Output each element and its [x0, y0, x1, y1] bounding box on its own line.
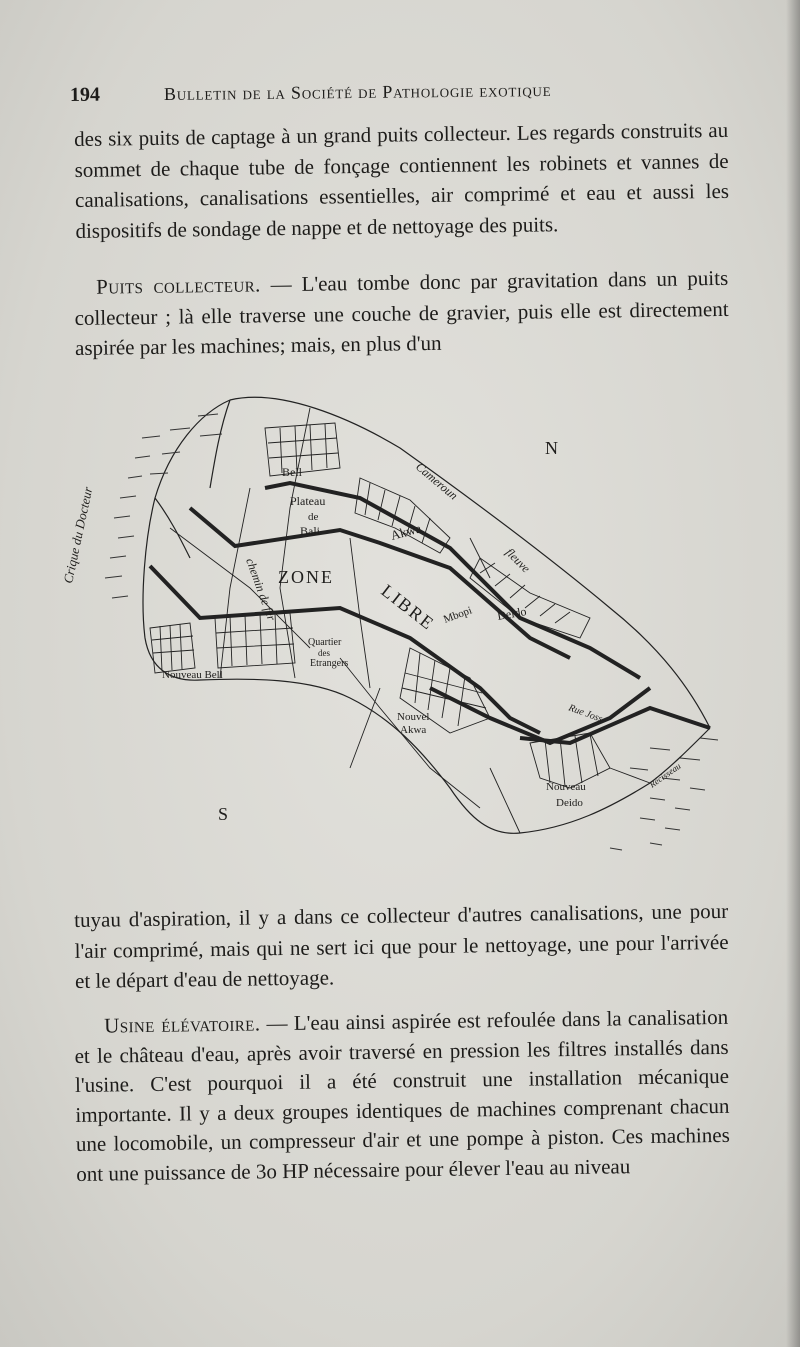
label-libre: LIBRE — [377, 580, 439, 635]
paragraph-tuyau: tuyau d'aspiration, il y a dans ce collecteur d'autres canalisations, une pour l'air comprimé, mais qui ne sert ici que pour le nettoyage, une pour l'arrivée et le départ d'eau de nettoyage. — [74, 898, 729, 993]
label-plateau: Plateau — [290, 494, 326, 508]
label-nouvel-akwa-2: Akwa — [400, 724, 427, 736]
paragraph-usine-elevatoire — [74, 1003, 730, 1189]
compass-north: N — [545, 438, 558, 458]
page-number: 194 — [69, 83, 101, 106]
label-bell: Bell — [282, 465, 302, 479]
label-nouveau-deido-2: Deido — [556, 797, 583, 809]
label-akwa: Akwa — [388, 520, 423, 543]
page-header — [70, 77, 730, 114]
water-hatching — [105, 414, 718, 850]
label-quartier: Quartier — [308, 637, 342, 648]
paragraph-puits-collecteur-body: — L'eau tombe donc par gravitation dans un puits collecteur ; là elle traverse une couche de gravier, puis elle est directement aspirée par les machines; mais, en plus d'un — [74, 265, 729, 360]
label-deido: Deido — [496, 604, 528, 623]
page-edge-shadow — [786, 0, 800, 1347]
label-nouvel-akwa: Nouvel — [397, 711, 430, 723]
label-rue: Rue Joss — [566, 702, 604, 725]
paragraph-usine-elevatoire-body: — L'eau ainsi aspirée est refoulée dans la canalisation et le château d'eau, après avoir traversé en pression les filtres installés dans l'usine. C'est pourquoi il a été construit une installation mécanique importante. Il y a deux groupes identiques de machines comprenant chacun une locomobile, un compresseur d'air et une pompe à piston. Ces machines ont une puissance de 3o HP nécessaire pour élever l'eau au niveau — [74, 1004, 730, 1186]
label-cameroun: Cameroun — [413, 459, 461, 503]
label-mbopi: Mbopi — [441, 604, 474, 626]
label-quartier-etrangers: Etrangers — [310, 658, 349, 669]
section-lead-puits-collecteur: Puits collecteur. — [96, 272, 261, 299]
label-nouveau-bell: Nouveau Bell — [162, 669, 223, 681]
douala-map-figure — [50, 388, 760, 888]
paragraph-puits-collecteur — [74, 263, 729, 364]
compass-south: S — [218, 804, 229, 824]
label-crique-du-docteur: Crique du Docteur — [60, 485, 96, 585]
paragraph-captage: des six puits de captage à un grand puits collecteur. Les regards construits au sommet de chaque tube de fonçage contiennent les robinets et vannes de canalisations, canalisations essentielles, air comprimé et eau et aussi les dispositifs de sondage de nappe et de nettoyage des puits. — [74, 117, 730, 243]
label-chemin-de-fer: chemin de fer — [243, 556, 279, 623]
label-plateau-bali: Bali — [300, 524, 320, 538]
map-drawing — [50, 388, 760, 888]
running-title: Bulletin de la Société de Pathologie exotique — [163, 79, 552, 105]
street-grid — [150, 408, 650, 833]
label-fleuve: fleuve — [502, 545, 534, 576]
label-nouveau-deido: Nouveau — [546, 781, 586, 793]
section-lead-usine-elevatoire: Usine élévatoire. — [104, 1011, 261, 1038]
label-quartier-des: des — [318, 648, 330, 658]
label-plateau-de: de — [308, 511, 319, 523]
label-zone: ZONE — [278, 567, 334, 587]
label-recisseau: Récisseau — [647, 760, 683, 790]
